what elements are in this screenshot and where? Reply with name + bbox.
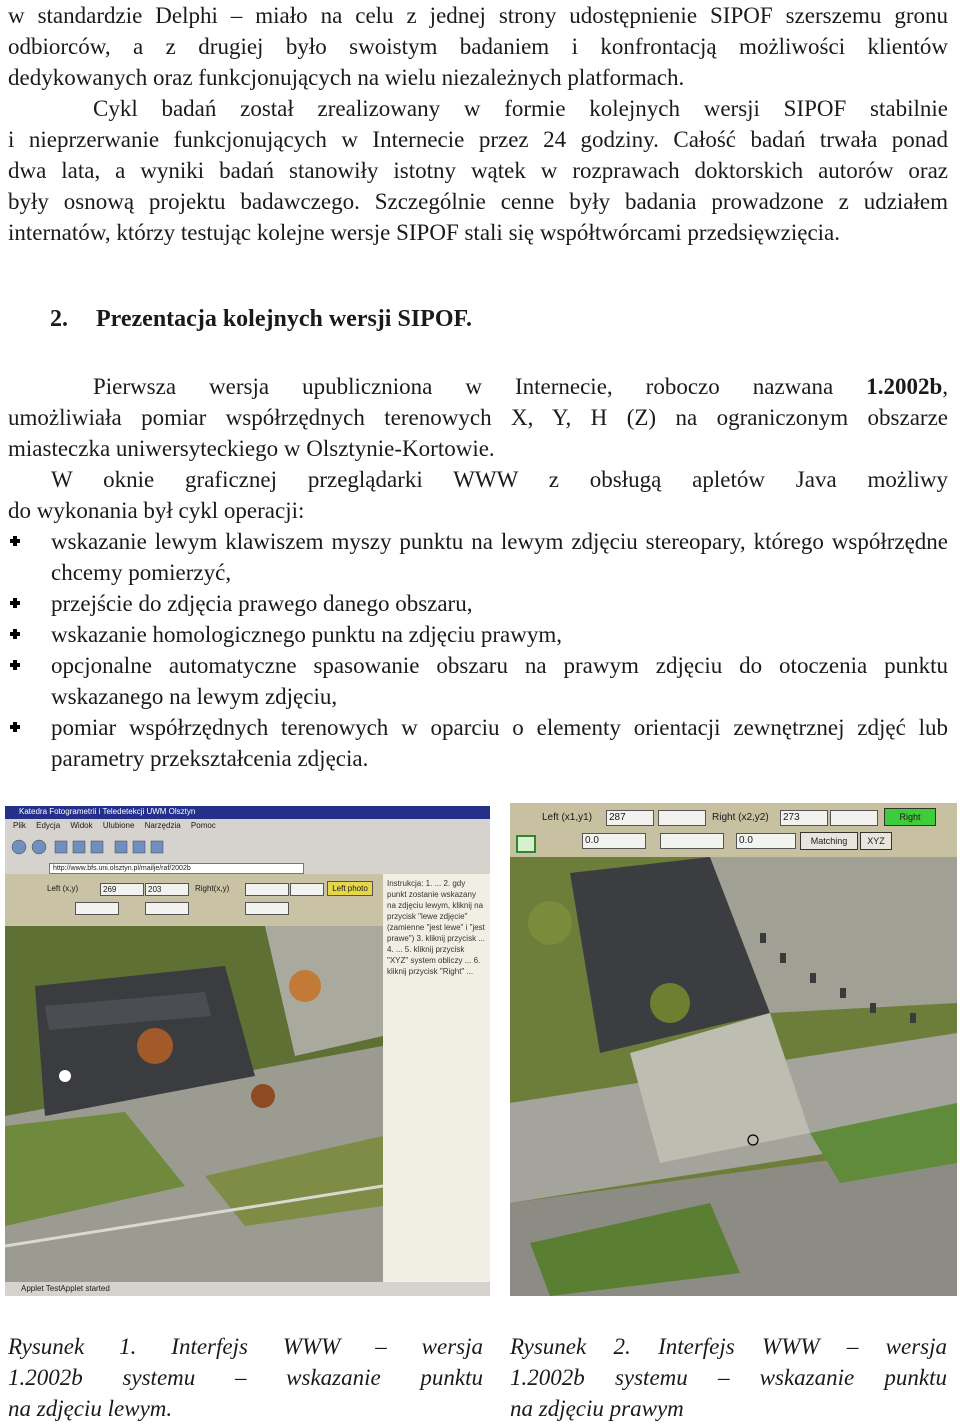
browser-menubar <box>5 819 490 833</box>
toolbar-icons <box>5 833 305 861</box>
text-line: w standardzie Delphi – miało na celu z jednej strony udostępnienie SIPOF szerszemu gronu <box>8 3 948 28</box>
right-photo-button[interactable]: Right <box>884 808 936 826</box>
figure-2-caption <box>510 1331 947 1424</box>
list-item <box>8 650 948 712</box>
menu-item[interactable]: Plik <box>13 821 26 830</box>
list-item-text: przejście do zdjęcia prawego danego obszaru, <box>51 591 473 616</box>
right-y-field[interactable] <box>290 883 324 896</box>
text-line: W oknie graficznej przeglądarki WWW z obsługą apletów Java możliwy <box>51 467 948 492</box>
window-title: Katedra Fotogrametrii i Teledetekcji UWM Olsztyn <box>19 807 196 816</box>
text-span: , <box>942 374 948 399</box>
caption-line: Rysunek 2. Interfejs WWW – wersja <box>510 1334 947 1359</box>
right-z-field[interactable]: 0.0 <box>736 833 796 849</box>
field[interactable] <box>245 902 289 915</box>
section-title: Prezentacja kolejnych wersji SIPOF. <box>96 306 472 332</box>
section-number: 2. <box>50 306 68 332</box>
right-coords-label: Right(x,y) <box>195 884 230 893</box>
caption-line: 1.2002b systemu – wskazanie punktu <box>8 1365 483 1390</box>
aerial-photo-right[interactable] <box>510 803 957 1296</box>
caption-line: Rysunek 1. Interfejs WWW – wersja <box>8 1334 483 1359</box>
paragraph-first-version <box>8 371 948 464</box>
xyz-button[interactable]: XYZ <box>860 832 892 850</box>
list-item-text: opcjonalne automatyczne spasowanie obszaru na prawym zdjęciu do otoczenia punktu wskazanego na lewym zdjęciu, <box>51 653 948 709</box>
menu-item[interactable]: Edycja <box>36 821 61 830</box>
text-line <box>8 371 948 402</box>
menu-item[interactable]: Narzędzia <box>144 821 181 830</box>
right-coords-label: Right (x2,y2) <box>712 812 769 823</box>
operations-list <box>8 526 948 774</box>
left-x-field[interactable]: 269 <box>100 883 144 896</box>
text-line: Cykl badań został zrealizowany w formie kolejnych wersji SIPOF stabilnie <box>93 96 948 121</box>
list-item <box>8 526 948 588</box>
address-input[interactable]: http://www.bfs.uni.olsztyn.pl/mailje/raf/2002b <box>49 863 304 874</box>
list-item-text: pomiar współrzędnych terenowych w oparciu o elementy orientacji zewnętrznej zdjęć lub parametry przekształcenia zdjęcia. <box>51 715 948 771</box>
text-line: dedykowanych oraz funkcjonujących na wielu niezależnych platformach. <box>8 65 685 90</box>
photo-thumbnail-icon[interactable] <box>516 835 536 853</box>
field[interactable] <box>75 902 119 915</box>
text-line: umożliwiała pomiar współrzędnych terenowych X, Y, H (Z) na ograniczonym obszarze <box>8 405 948 430</box>
left-y-field[interactable]: 203 <box>145 883 189 896</box>
caption-line: na zdjęciu prawym <box>510 1396 684 1421</box>
address-bar <box>5 861 490 874</box>
left-coords-label: Left (x,y) <box>47 884 79 893</box>
matching-button[interactable]: Matching <box>800 832 858 850</box>
version-number: 1.2002b <box>866 374 943 399</box>
right-x-field[interactable] <box>245 883 289 896</box>
list-item <box>8 619 948 650</box>
caption-line: na zdjęciu lewym. <box>8 1396 173 1421</box>
menu-item[interactable]: Widok <box>70 821 93 830</box>
right-x-field[interactable]: 273 <box>780 810 828 826</box>
text-line: były osnową projektu badawczego. Szczególnie cenne były badania prowadzone z udziałem <box>8 189 948 214</box>
text-line: miasteczka uniwersyteckiego w Olsztynie-Kortowie. <box>8 436 495 461</box>
instructions-panel: Instrukcja: 1. ... 2. gdy punkt zostanie wskazany na zdjęciu lewym, kliknij na przycisk "lewe zdjęcie" (zamienne "jest lewe" i "jest prawe") 3. kliknij przycisk ... 4. ... 5. kliknij przycisk "XYZ" system obliczy ... 6. kliknij przycisk "Right" ... <box>383 874 490 1282</box>
text-line: i nieprzerwanie funkcjonujących w Internecie przez 24 godziny. Całość badań trwała ponad <box>8 127 948 152</box>
bullet-icon <box>10 722 20 732</box>
aerial-photo-left[interactable] <box>5 926 383 1282</box>
left-photo-button[interactable]: Left photo <box>327 881 373 896</box>
browser-toolbar <box>5 833 490 862</box>
paragraph-research-cycle <box>8 93 948 248</box>
caption-line: 1.2002b systemu – wskazanie punktu <box>510 1365 947 1390</box>
status-bar: Applet TestApplet started <box>5 1282 490 1296</box>
bullet-icon <box>10 536 20 546</box>
bullet-icon <box>10 629 20 639</box>
text-line: do wykonania był cykl operacji: <box>8 498 305 523</box>
text-span: Pierwsza wersja upubliczniona w Internecie, roboczo nazwana <box>93 374 867 399</box>
applet-control-panel <box>5 874 383 926</box>
figure-1-caption <box>8 1331 483 1424</box>
left-coords-label: Left (x1,y1) <box>542 812 593 823</box>
left-x-field[interactable]: 287 <box>606 810 654 826</box>
list-item <box>8 588 948 619</box>
left-z-field[interactable]: 0.0 <box>582 833 646 849</box>
section-heading <box>50 306 472 333</box>
paragraph-intro <box>8 0 948 93</box>
list-item-text: wskazanie lewym klawiszem myszy punktu na lewym zdjęciu stereopary, którego współrzędne chcemy pomierzyć, <box>51 529 948 585</box>
figure-2-screenshot <box>510 803 957 1296</box>
text-line: odbiorców, a z drugiej było swoistym badaniem i konfrontacją możliwości klientów <box>8 34 948 59</box>
text-line: dwa lata, a wyniki badań stanowiły istotny wątek w rozprawach doktorskich autorów oraz <box>8 158 948 183</box>
text-line: internatów, którzy testując kolejne wersje SIPOF stali się współtwórcami przedsięwzięcia. <box>8 220 841 245</box>
bullet-icon <box>10 660 20 670</box>
list-item-text: wskazanie homologicznego punktu na zdjęciu prawym, <box>51 622 562 647</box>
figure-1-screenshot <box>5 806 490 1296</box>
list-item <box>8 712 948 774</box>
window-titlebar <box>5 806 490 819</box>
bullet-icon <box>10 598 20 608</box>
field[interactable] <box>145 902 189 915</box>
menu-item[interactable]: Pomoc <box>190 821 216 830</box>
menu-item[interactable]: Ulubione <box>102 821 135 830</box>
paragraph-operations <box>8 464 948 526</box>
